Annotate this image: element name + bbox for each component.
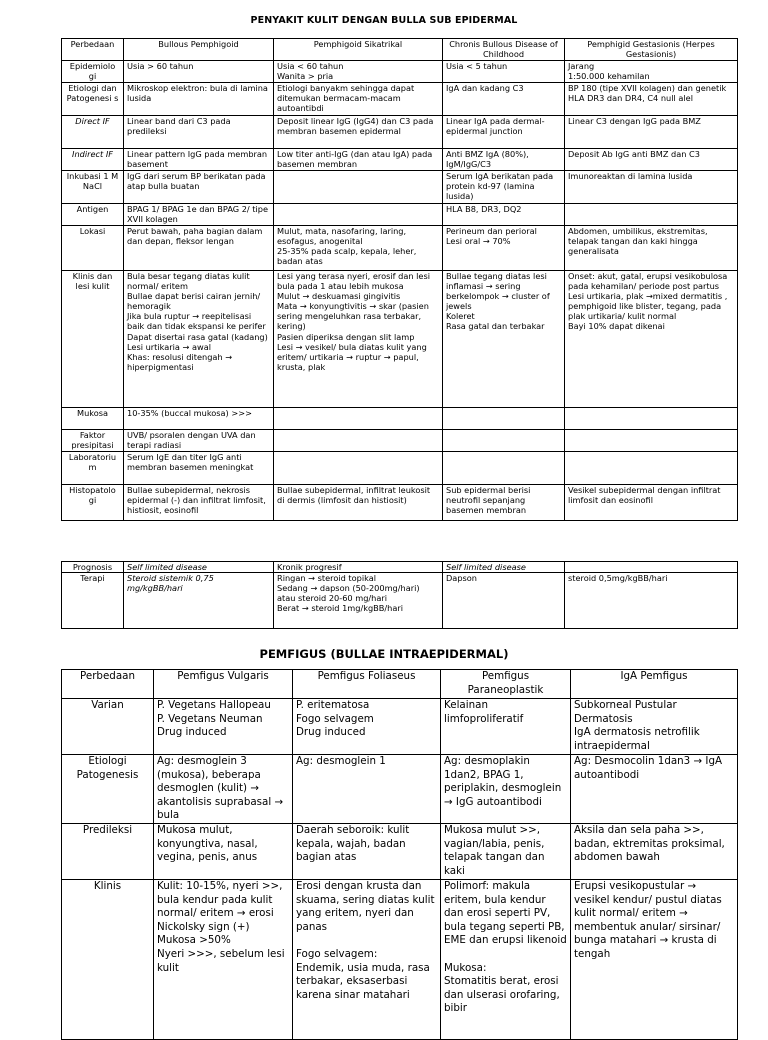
table-cell: Dapson xyxy=(443,573,565,629)
table-cell: steroid 0,5mg/kgBB/hari xyxy=(565,573,738,629)
header-cell: Bullous Pemphigoid xyxy=(124,39,274,61)
table-cell: Vesikel subepidermal dengan infiltrat limfosit dan eosinofil xyxy=(565,485,738,521)
row-label: Laboratoriu m xyxy=(62,452,124,485)
table-row xyxy=(62,83,738,116)
table-cell: Steroid sistemik 0,75 mg/kgBB/hari xyxy=(124,573,274,629)
table-cell: Lesi yang terasa nyeri, erosif dan lesi bula pada 1 atau lebih mukosa Mulut → deskuamasi gingivitis Mata → konyungtivitis → skar (pasien sering mengeluhkan rasa terbakar, kering) Pasien diperiksa dengan slit lamp Lesi → vesikel/ bula diatas kulit yang eritem/ urtikaria → ruptur → papul, krusta, plak xyxy=(274,271,443,408)
table-cell: Perut bawah, paha bagian dalam dan depan, fleksor lengan xyxy=(124,226,274,271)
row-label: Etiologi Patogenesis xyxy=(62,755,154,824)
table-cell: Linear IgA pada dermal-epidermal junction xyxy=(443,116,565,149)
table-cell: Daerah seboroik: kulit kepala, wajah, badan bagian atas xyxy=(293,824,441,880)
row-label: Inkubasi 1 M NaCl xyxy=(62,171,124,204)
table-cell: BP 180 (tipe XVII kolagen) dan genetik HLA DR3 dan DR4, C4 null alel xyxy=(565,83,738,116)
table-cell: UVB/ psoralen dengan UVA dan terapi radiasi xyxy=(124,430,274,452)
header-cell: Pemfigus Vulgaris xyxy=(154,670,293,699)
table-row xyxy=(62,116,738,149)
table-cell: Linear band dari C3 pada predileksi xyxy=(124,116,274,149)
table-row xyxy=(62,430,738,452)
table-cell: HLA B8, DR3, DQ2 xyxy=(443,204,565,226)
table-cell: Bula besar tegang diatas kulit normal/ eritem Bullae dapat berisi cairan jernih/ hemoragik Jika bula ruptur → reepitelisasi baik dan tidak ekspansi ke perifer Dapat disertai rasa gatal (kadang) Lesi urtikaria → awal Khas: resolusi ditengah → hiperpigmentasi xyxy=(124,271,274,408)
subepidermal-table xyxy=(61,38,738,521)
table-cell xyxy=(565,430,738,452)
header-cell: Pemfigus Foliaseus xyxy=(293,670,441,699)
title-subepidermal: PENYAKIT KULIT DENGAN BULLA SUB EPIDERMAL xyxy=(250,15,518,26)
row-label: Epidemiolo gi xyxy=(62,61,124,83)
table-cell: P. eritematosa Fogo selvagem Drug induced xyxy=(293,699,441,755)
table-cell: Imunoreaktan di lamina lusida xyxy=(565,171,738,204)
table-cell: Linear C3 dengan IgG pada BMZ xyxy=(565,116,738,149)
table-cell xyxy=(274,204,443,226)
table-cell: Mulut, mata, nasofaring, laring, esofagus, anogenital 25-35% pada scalp, kepala, leher, badan atas xyxy=(274,226,443,271)
header-cell: Perbedaan xyxy=(62,39,124,61)
table-row xyxy=(62,408,738,430)
table-cell: Etiologi banyakm sehingga dapat ditemukan bermacam-macam autoantibdi xyxy=(274,83,443,116)
table-cell: Bullae subepidermal, nekrosis epidermal (-) dan infiltrat limfosit, histiosit, eosinofil xyxy=(124,485,274,521)
table-cell: Kulit: 10-15%, nyeri >>, bula kendur pada kulit normal/ eritem → erosi Nickolsky sign (+) Mukosa >50% Nyeri >>>, sebelum lesi kulit xyxy=(154,880,293,1040)
row-label: Lokasi xyxy=(62,226,124,271)
row-label: Klinis xyxy=(62,880,154,1040)
row-label: Etiologi dan Patogenesi s xyxy=(62,83,124,116)
header-cell: IgA Pemfigus xyxy=(571,670,738,699)
table-row xyxy=(62,61,738,83)
table-cell xyxy=(443,408,565,430)
table-row xyxy=(62,755,738,824)
table-cell: Deposit Ab IgG anti BMZ dan C3 xyxy=(565,149,738,171)
table-cell xyxy=(565,204,738,226)
row-label: Varian xyxy=(62,699,154,755)
table-cell: Usia < 60 tahun Wanita > pria xyxy=(274,61,443,83)
table-cell: Ringan → steroid topikal Sedang → dapson (50-200mg/hari) atau steroid 20-60 mg/hari Berat → steroid 1mg/kgBB/hari xyxy=(274,573,443,629)
table-cell: Abdomen, umbilikus, ekstremitas, telapak tangan dan kaki hingga generalisata xyxy=(565,226,738,271)
row-label: Prognosis xyxy=(62,562,124,573)
pemfigus-table xyxy=(61,669,738,1040)
table-cell: IgG dari serum BP berikatan pada atap bulla buatan xyxy=(124,171,274,204)
row-label: Indirect IF xyxy=(62,149,124,171)
table-cell: Usia < 5 tahun xyxy=(443,61,565,83)
header-cell: Chronis Bullous Disease of Childhood xyxy=(443,39,565,61)
row-label: Predileksi xyxy=(62,824,154,880)
table-cell: Deposit linear IgG (IgG4) dan C3 pada membran basemen epidermal xyxy=(274,116,443,149)
table-row xyxy=(62,271,738,408)
table-row xyxy=(62,204,738,226)
table-cell: Usia > 60 tahun xyxy=(124,61,274,83)
table-cell: Ag: Desmocolin 1dan3 → IgA autoantibodi xyxy=(571,755,738,824)
row-label: Faktor presipitasi xyxy=(62,430,124,452)
row-label: Antigen xyxy=(62,204,124,226)
table-row xyxy=(62,573,738,629)
table-cell: P. Vegetans Hallopeau P. Vegetans Neuman Drug induced xyxy=(154,699,293,755)
table-row xyxy=(62,880,738,1040)
table-cell: Erosi dengan krusta dan skuama, sering diatas kulit yang eritem, nyeri dan panas Fogo selvagem: Endemik, usia muda, rasa terbakar, eksaserbasi karena sinar matahari xyxy=(293,880,441,1040)
table-row xyxy=(62,562,738,573)
table-cell: Serum IgE dan titer IgG anti membran basemen meningkat xyxy=(124,452,274,485)
table-cell: Kelainan limfoproliferatif xyxy=(441,699,571,755)
table-cell: Mikroskop elektron: bula di lamina lusida xyxy=(124,83,274,116)
table-cell: Linear pattern IgG pada membran basement xyxy=(124,149,274,171)
table-row xyxy=(62,452,738,485)
table-cell: Serum IgA berikatan pada protein kd-97 (lamina lusida) xyxy=(443,171,565,204)
table-cell xyxy=(443,430,565,452)
title-pemfigus: PEMFIGUS (BULLAE INTRAEPIDERMAL) xyxy=(259,647,509,661)
header-cell: Pemphigoid Sikatrikal xyxy=(274,39,443,61)
table-cell: 10-35% (buccal mukosa) >>> xyxy=(124,408,274,430)
table-cell: Polimorf: makula eritem, bula kendur dan erosi seperti PV, bula tegang seperti PB, EME dan erupsi likenoid Mukosa: Stomatitis berat, erosi dan ulserasi orofaring, bibir xyxy=(441,880,571,1040)
header-cell: Pemphigid Gestasionis (Herpes Gestasionis) xyxy=(565,39,738,61)
table-row xyxy=(62,485,738,521)
table-cell xyxy=(565,408,738,430)
table-cell: Bullae tegang diatas lesi inflamasi → sering berkelompok → cluster of jewels Koleret Rasa gatal dan terbakar xyxy=(443,271,565,408)
header-cell: Perbedaan xyxy=(62,670,154,699)
table-cell xyxy=(565,562,738,573)
table-cell: Jarang 1:50.000 kehamilan xyxy=(565,61,738,83)
table-cell xyxy=(274,408,443,430)
table-cell: Subkorneal Pustular Dermatosis IgA dermatosis netrofilik intraepidermal xyxy=(571,699,738,755)
header-cell: Pemfigus Paraneoplastik xyxy=(441,670,571,699)
table-cell: IgA dan kadang C3 xyxy=(443,83,565,116)
table-cell: Bullae subepidermal, infiltrat leukosit di dermis (limfosit dan histiosit) xyxy=(274,485,443,521)
table-row xyxy=(62,226,738,271)
row-label: Mukosa xyxy=(62,408,124,430)
table-cell xyxy=(274,171,443,204)
table-cell: Mukosa mulut, konyungtiva, nasal, vegina, penis, anus xyxy=(154,824,293,880)
table-cell: Kronik progresif xyxy=(274,562,443,573)
table-cell: Onset: akut, gatal, erupsi vesikobulosa pada kehamilan/ periode post partus Lesi urtikaria, plak →mixed dermatitis , pemphigoid like blister, tegang, pada plak urtikaria/ kulit normal Bayi 10% dapat dikenai xyxy=(565,271,738,408)
row-label: Klinis dan lesi kulit xyxy=(62,271,124,408)
table-cell: Mukosa mulut >>, vagian/labia, penis, telapak tangan dan kaki xyxy=(441,824,571,880)
table-cell: BPAG 1/ BPAG 1e dan BPAG 2/ tipe XVII kolagen xyxy=(124,204,274,226)
table-cell: Self limited disease xyxy=(124,562,274,573)
table-cell xyxy=(274,430,443,452)
prognosis-therapy-table xyxy=(61,561,738,629)
row-label: Histopatolo gi xyxy=(62,485,124,521)
table-row xyxy=(62,824,738,880)
table-header-row xyxy=(62,670,738,699)
table-cell xyxy=(443,452,565,485)
table-cell: Low titer anti-IgG (dan atau IgA) pada basemen membran xyxy=(274,149,443,171)
table-cell: Self limited disease xyxy=(443,562,565,573)
table-header-row xyxy=(62,39,738,61)
table-row xyxy=(62,699,738,755)
table-row xyxy=(62,171,738,204)
table-cell xyxy=(274,452,443,485)
table-cell: Ag: desmoplakin 1dan2, BPAG 1, periplakin, desmoglein → IgG autoantibodi xyxy=(441,755,571,824)
table-cell: Sub epidermal berisi neutrofil sepanjang basemen membran xyxy=(443,485,565,521)
table-cell: Anti BMZ IgA (80%), IgM/IgG/C3 xyxy=(443,149,565,171)
table-cell: Ag: desmoglein 3 (mukosa), beberapa desmoglen (kulit) → akantolisis suprabasal → bula xyxy=(154,755,293,824)
table-cell: Perineum dan perioral Lesi oral → 70% xyxy=(443,226,565,271)
table-cell: Aksila dan sela paha >>, badan, ektremitas proksimal, abdomen bawah xyxy=(571,824,738,880)
row-label: Direct IF xyxy=(62,116,124,149)
table-cell xyxy=(565,452,738,485)
row-label: Terapi xyxy=(62,573,124,629)
table-cell: Ag: desmoglein 1 xyxy=(293,755,441,824)
table-row xyxy=(62,149,738,171)
table-cell: Erupsi vesikopustular → vesikel kendur/ pustul diatas kulit normal/ eritem → membentuk anular/ sirsinar/ bunga matahari → krusta di tengah xyxy=(571,880,738,1040)
